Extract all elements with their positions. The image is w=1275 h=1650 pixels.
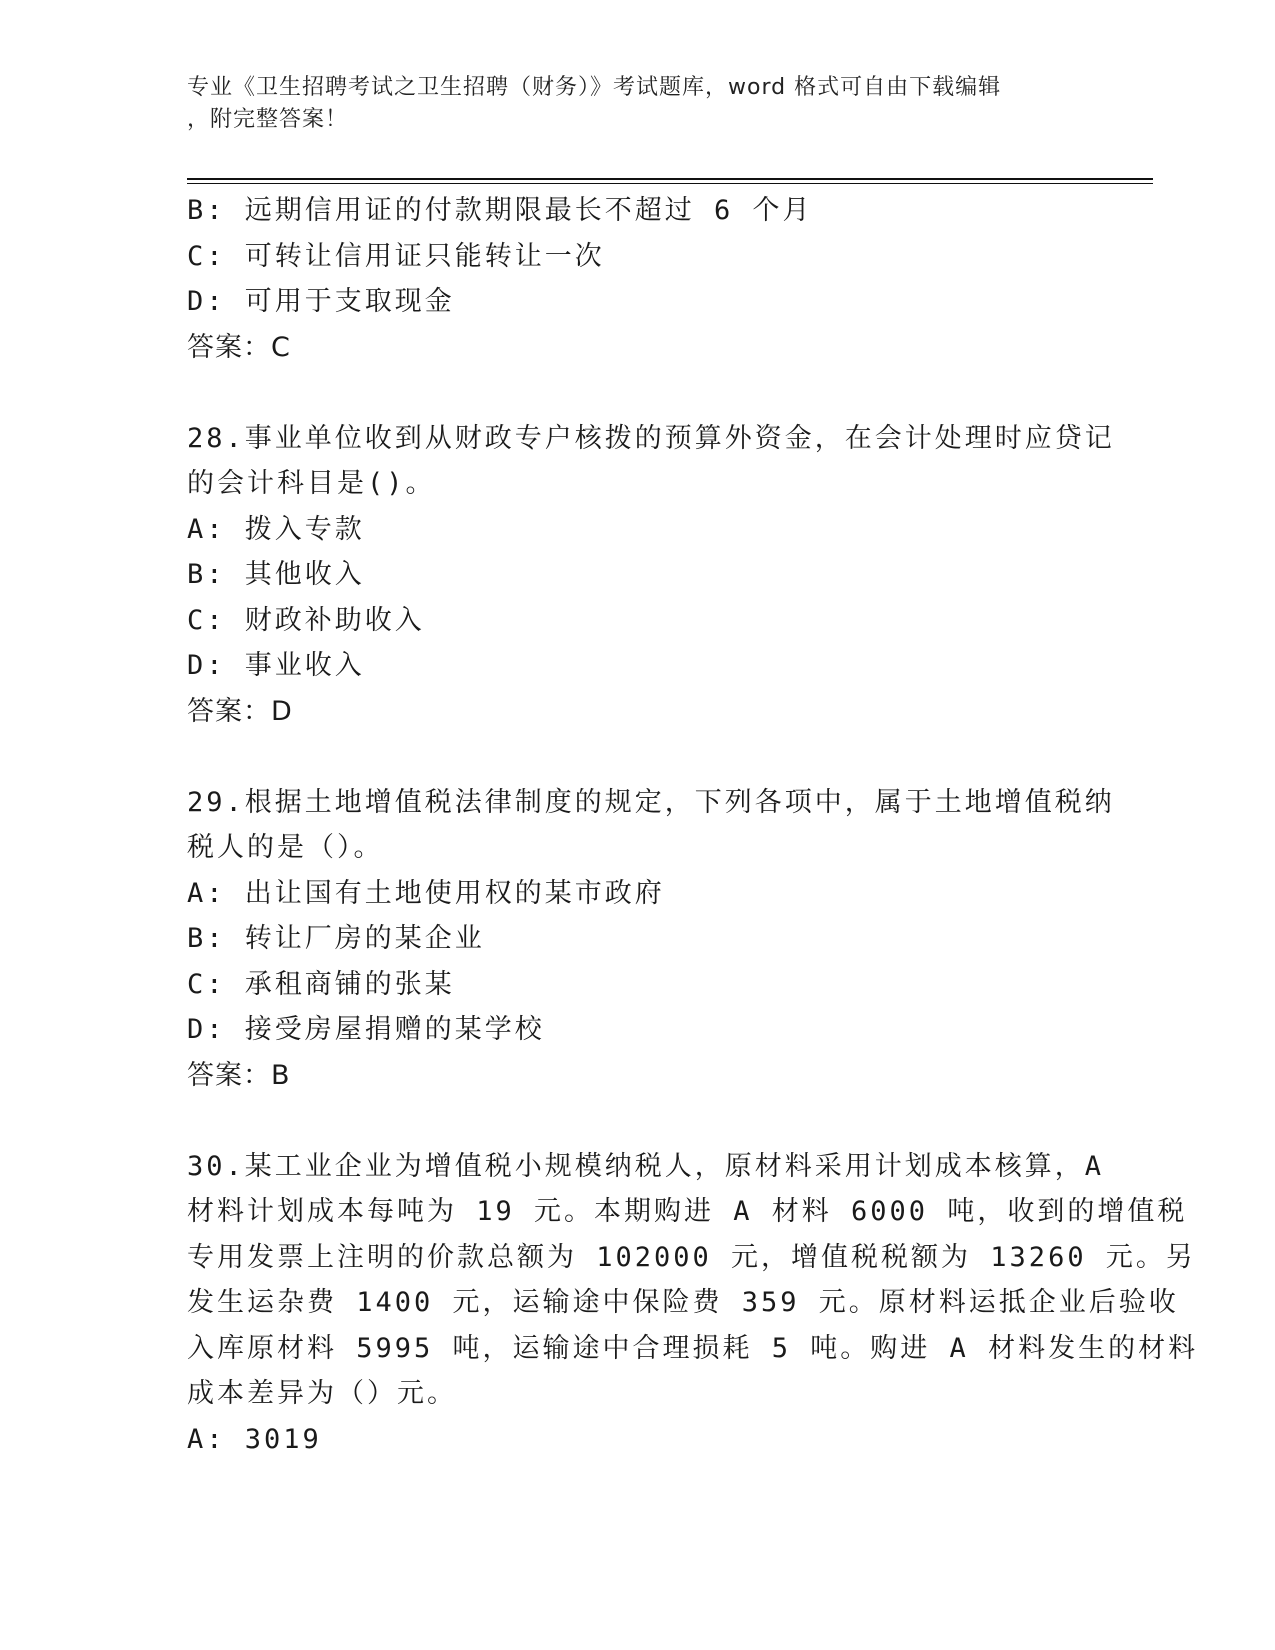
question-list xyxy=(187,188,1199,1462)
option-c: C: 承租商铺的张某 xyxy=(187,968,455,1000)
question-stem-line: 税人的是（）。 xyxy=(187,832,384,863)
option-a: A: 3019 xyxy=(187,1423,322,1455)
answer-line: 答案：D xyxy=(187,695,293,727)
question-30 xyxy=(187,1144,1199,1463)
question-stem-line: 29.根据土地增值税法律制度的规定，下列各项中，属于土地增值税纳 xyxy=(187,786,1115,818)
option-b: B: 其他收入 xyxy=(187,559,365,590)
option-d: D: 接受房屋捐赠的某学校 xyxy=(187,1014,545,1045)
option-d: D: 可用于支取现金 xyxy=(187,286,455,317)
header-divider-thin xyxy=(187,183,1153,184)
option-a: A: 出让国有土地使用权的某市政府 xyxy=(187,877,665,909)
spacer xyxy=(187,370,1087,416)
header-title-line-2: ，附完整答案！ xyxy=(187,107,349,132)
option-b: B: 转让厂房的某企业 xyxy=(187,923,485,954)
header-divider-thick xyxy=(187,178,1153,180)
spacer xyxy=(187,1098,1087,1144)
answer-line: 答案：C xyxy=(187,331,291,363)
question-stem-line: 28.事业单位收到从财政专户核拨的预算外资金，在会计处理时应贷记 xyxy=(187,422,1115,454)
question-stem-line: 材料计划成本每吨为 19 元。本期购进 A 材料 6000 吨，收到的增值税 xyxy=(187,1196,1188,1227)
option-a: A: 拨入专款 xyxy=(187,513,365,545)
option-d: D: 事业收入 xyxy=(187,650,365,681)
answer-line: 答案：B xyxy=(187,1059,291,1091)
option-c: C: 财政补助收入 xyxy=(187,604,425,636)
option-c: C: 可转让信用证只能转让一次 xyxy=(187,240,605,272)
document-header xyxy=(187,72,1087,136)
question-stem-line: 成本差异为（）元。 xyxy=(187,1378,457,1409)
question-stem-line: 专用发票上注明的价款总额为 102000 元，增值税税额为 13260 元。另 xyxy=(187,1241,1196,1273)
question-stem-line: 入库原材料 5995 吨，运输途中合理损耗 5 吨。购进 A 材料发生的材料 xyxy=(187,1332,1199,1364)
header-title-line-1: 专业《卫生招聘考试之卫生招聘（财务）》考试题库，word 格式可自由下载编辑 xyxy=(187,75,1002,100)
spacer xyxy=(187,734,1087,780)
question-stem-line: 发生运杂费 1400 元，运输途中保险费 359 元。原材料运抵企业后验收 xyxy=(187,1287,1179,1318)
question-28 xyxy=(187,416,1115,735)
question-29 xyxy=(187,780,1115,1099)
question-27-tail xyxy=(187,188,1087,370)
question-stem-line: 30.某工业企业为增值税小规模纳税人，原材料采用计划成本核算，A xyxy=(187,1150,1105,1182)
question-stem-line: 的会计科目是()。 xyxy=(187,468,436,499)
option-b: B: 远期信用证的付款期限最长不超过 6 个月 xyxy=(187,195,813,226)
